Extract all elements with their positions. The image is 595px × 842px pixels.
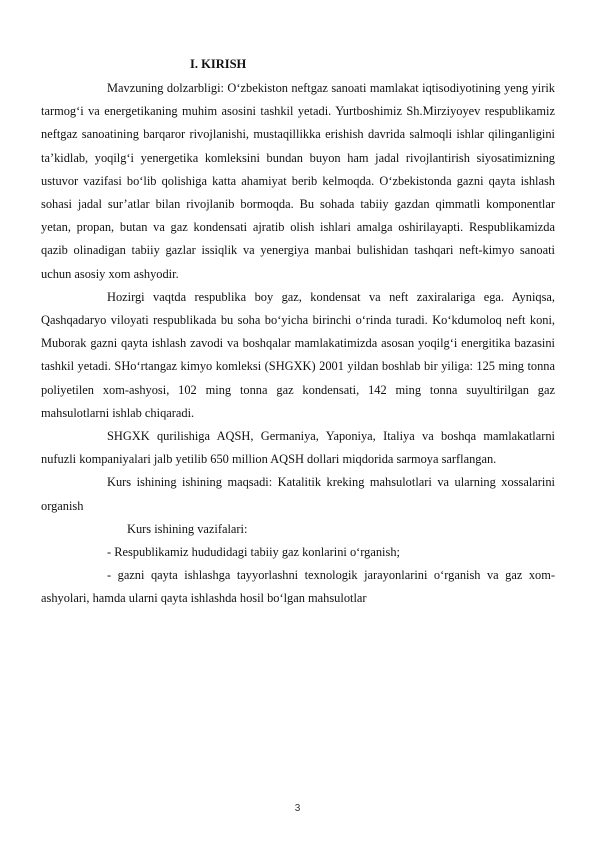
paragraph-investment: SHGXK qurilishiga AQSH, Germaniya, Yaponiya, Italiya va boshqa mamlakatlarni nufuzli kompaniyalari jalb yetilib 650 million AQSH dollari miqdorida sarmoya sarflangan.: [41, 429, 555, 467]
section-heading: I. KIRISH: [190, 57, 247, 71]
task-item: - gazni qayta ishlashga tayyorlashni texnologik jarayonlarini o‘rganish va gaz xom-ashyolari, hamda ularni qayta ishlashda hosil bo‘lgan mahsulotlar: [41, 568, 555, 606]
page-number: 3: [294, 803, 301, 814]
task-item: - Respublikamiz hududidagi tabiiy gaz konlarini o‘rganish;: [107, 545, 400, 560]
paragraph-relevance: Mavzuning dolzarbligi: O‘zbekiston neftgaz sanoati mamlakat iqtisodiyotining yeng yirik tarmog‘i va energetikaning muhim asosini tashkil yetadi. Yurtboshimiz Sh.Mirziyoyev respublikamiz neftgaz sanoatining barqaror rivojlanishi, mustaqillikka erishish davrida salmoqli ishlar qilinganligini ta’kidlab, yoqilg‘i yenergetika komleksini bundan buyon ham jadal rivojlantirish siyosatimizning ustuvor vazifasi bo‘lib qolishiga katta ahamiyat berib kelmoqda. O‘zbekistonda gazni qayta ishlash sohasi jadal sur’atlar bilan rivojlanib bormoqda. Bu sohada tabiiy gazdan qimmatli komponentlar yetan, propan, butan va gaz kondensati ajratib olish ishlari amalga oshirilayapti. Respublikamizda qazib olinadigan tabiiy gazlar issiqlik va yenergiya manbai bulishidan tashqari neft-kimyo sanoati uchun asosiy xom ashyodir.: [41, 81, 555, 281]
body-text: [41, 77, 555, 611]
paragraph-current-state: Hozirgi vaqtda respublika boy gaz, kondensat va neft zaxiralariga ega. Ayniqsa, Qashqadaryo viloyati respublikada bu soha bo‘yicha birinchi o‘rinda turadi. Ko‘kdumoloq neft koni, Muborak gazni qayta ishlash zavodi va boshqalar mamlakatimizda asosan yoqilg‘i energitika bazasini tashkil yetadi. SHo‘rtangaz kimyo komleksi (SHGXK) 2001 yildan boshlab bir yiliga: 125 ming tonna poliyetilen xom-ashyosi, 102 ming tonna gaz kondensati, 142 ming tonna suyultirilgan gaz mahsulotlarni ishlab chiqaradi.: [41, 289, 555, 420]
tasks-header: Kurs ishining vazifalari:: [127, 521, 248, 536]
paragraph-goal: Kurs ishining ishining maqsadi: Katalitik kreking mahsulotlari va ularning xossalarini organish: [41, 475, 555, 513]
